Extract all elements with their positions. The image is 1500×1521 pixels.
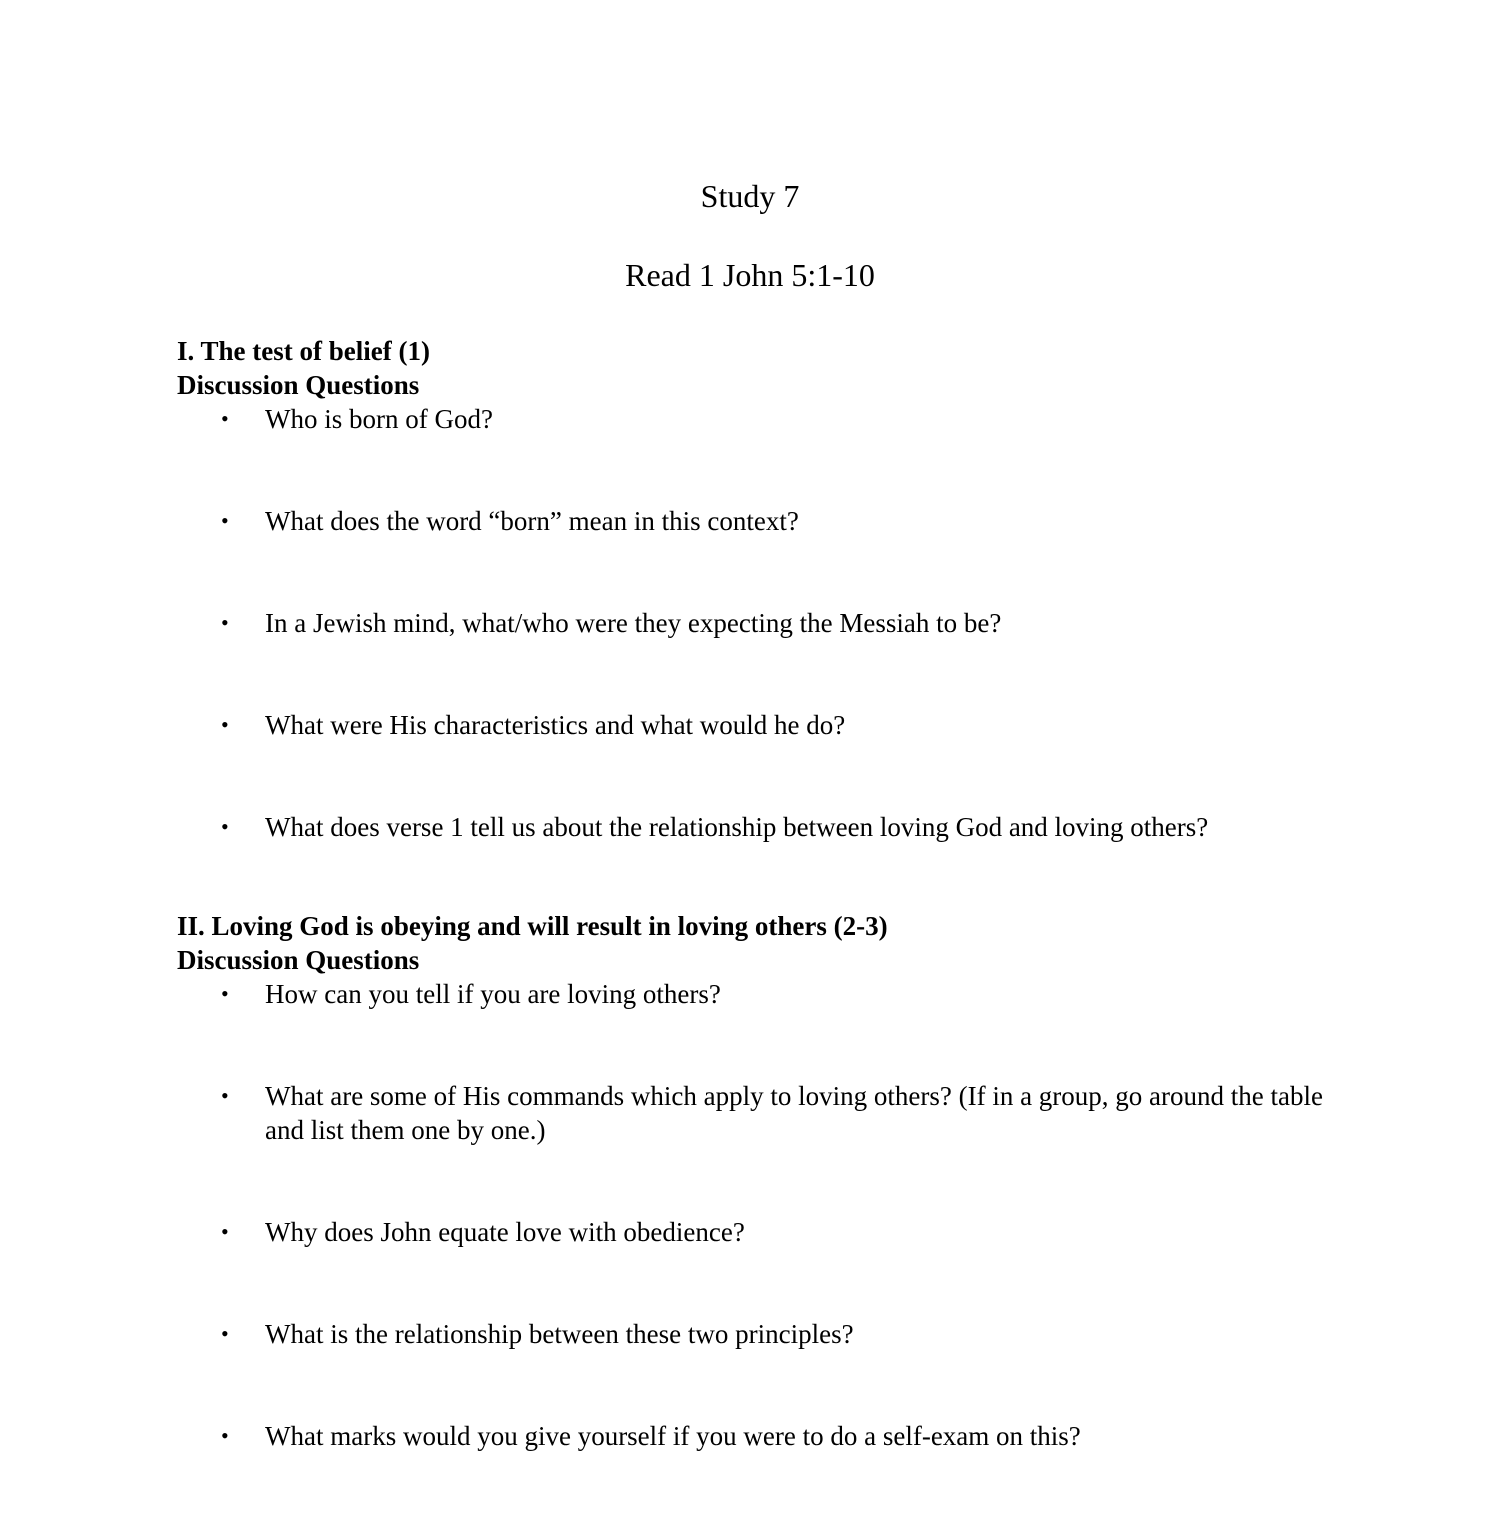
question-text: What marks would you give yourself if you were to do a self-exam on this?: [265, 1421, 1081, 1451]
question-item: [177, 810, 1337, 844]
section-heading: II. Loving God is obeying and will result in loving others (2-3): [177, 911, 888, 941]
discussion-questions-heading: Discussion Questions: [177, 370, 420, 400]
question-list: [177, 977, 1337, 1453]
question-list: [177, 402, 1337, 844]
question-text: In a Jewish mind, what/who were they expecting the Messiah to be?: [265, 608, 1002, 638]
bullet-icon: •: [221, 610, 229, 635]
bullet-icon: •: [221, 712, 229, 737]
section-loving-god: [177, 909, 1337, 1521]
section-test-of-belief: [177, 334, 1337, 912]
question-text: Who is born of God?: [265, 404, 493, 434]
bullet-icon: •: [221, 406, 229, 431]
question-item: [177, 977, 1337, 1011]
question-item: [177, 1215, 1337, 1249]
question-item: [177, 1317, 1337, 1351]
discussion-questions-heading: Discussion Questions: [177, 945, 420, 975]
question-text: What are some of His commands which apply to loving others? (If in a group, go around the table and list them one by one.): [265, 1081, 1323, 1145]
page-subtitle: Read 1 John 5:1-10: [625, 257, 875, 293]
bullet-icon: •: [221, 1083, 229, 1108]
question-text: How can you tell if you are loving others?: [265, 979, 721, 1009]
question-text: What does the word “born” mean in this context?: [265, 506, 799, 536]
bullet-icon: •: [221, 1321, 229, 1346]
bullet-icon: •: [221, 814, 229, 839]
question-text: What does verse 1 tell us about the relationship between loving God and loving others?: [265, 812, 1209, 842]
bullet-icon: •: [221, 981, 229, 1006]
question-item: [177, 606, 1337, 640]
section-heading: I. The test of belief (1): [177, 336, 430, 366]
question-text: Why does John equate love with obedience?: [265, 1217, 745, 1247]
question-item: [177, 708, 1337, 742]
question-item: [177, 504, 1337, 538]
bullet-icon: •: [221, 1219, 229, 1244]
bullet-icon: •: [221, 1423, 229, 1448]
question-item: [177, 1419, 1337, 1453]
question-text: What were His characteristics and what would he do?: [265, 710, 846, 740]
question-item: [177, 1079, 1337, 1147]
bullet-icon: •: [221, 508, 229, 533]
page-title: Study 7: [700, 178, 800, 214]
question-text: What is the relationship between these two principles?: [265, 1319, 854, 1349]
question-item: [177, 402, 1337, 436]
